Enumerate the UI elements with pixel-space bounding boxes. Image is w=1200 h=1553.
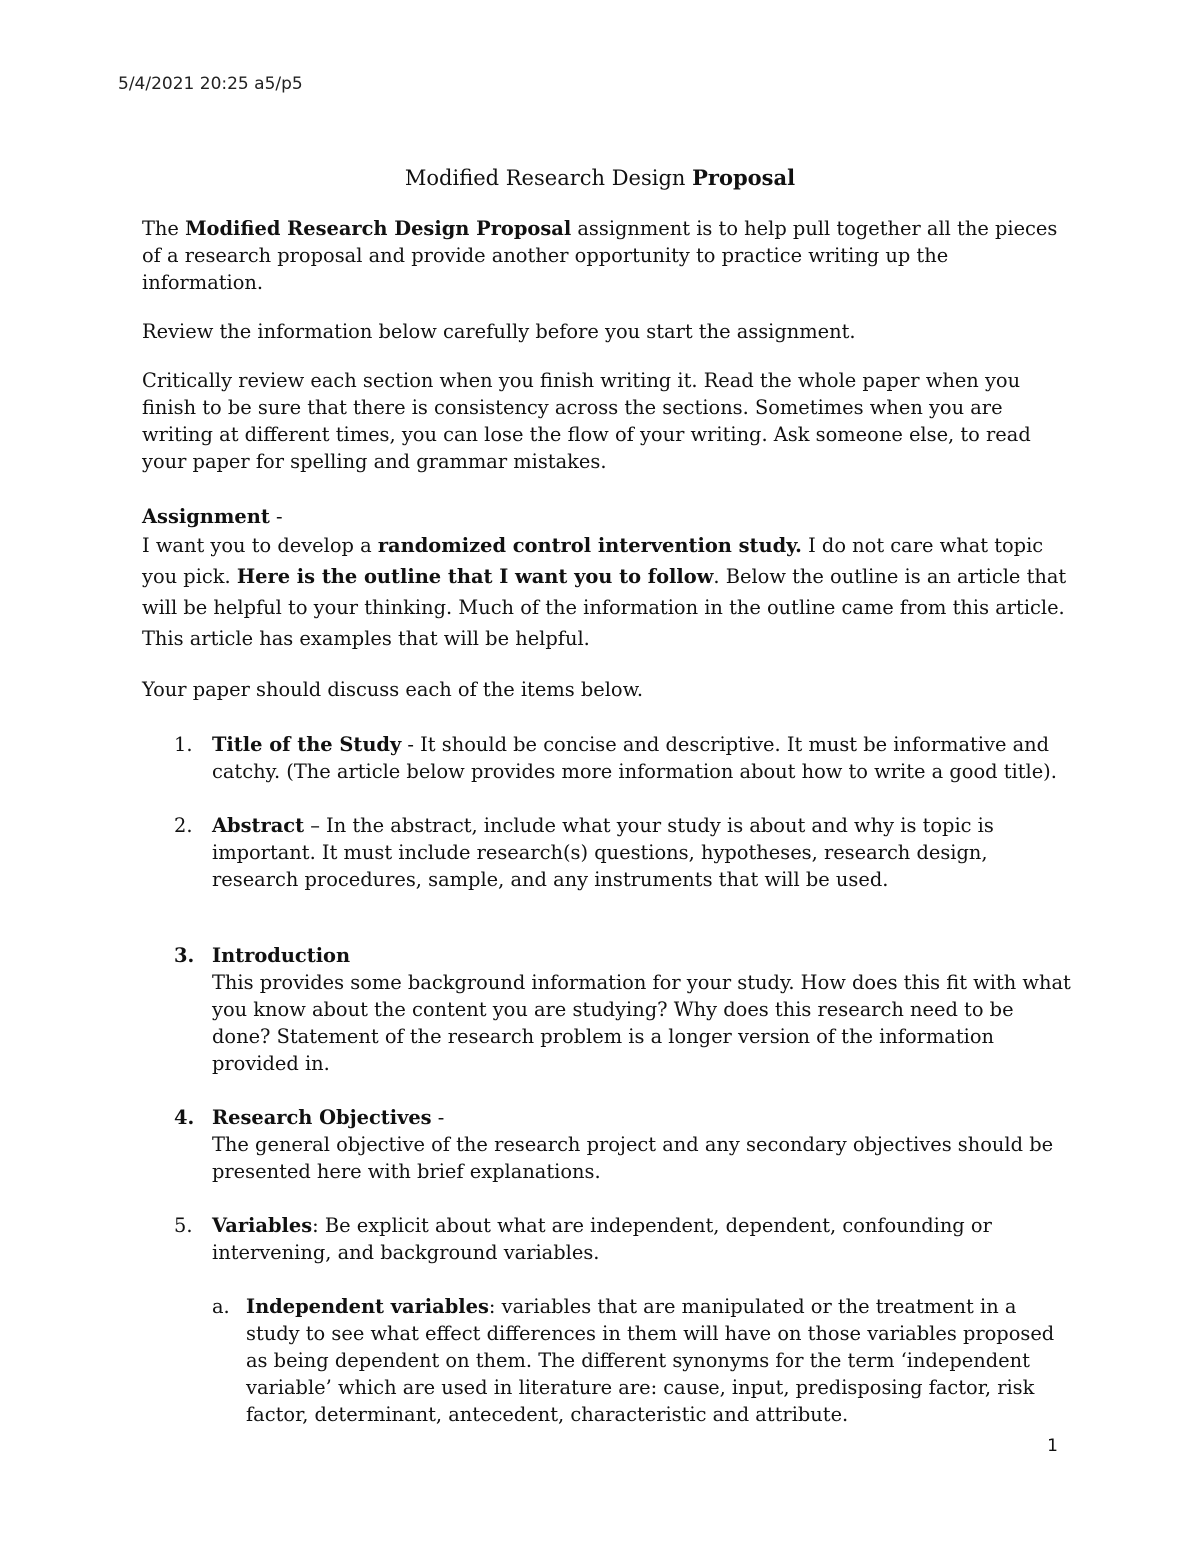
sub-list-item-letter: a.: [212, 1295, 230, 1318]
assignment-paragraph: [142, 530, 1072, 654]
list-item-title: Introduction: [212, 944, 351, 967]
list-item-number: 4.: [174, 1106, 195, 1129]
sub-list-item-text: : variables that are manipulated or the treatment in a study to see what effect differences in them will have on those variables proposed as being dependent on them. The different synonyms for the term ‘independent variable’ which are used in literature are: cause, input, predisposing factor, risk factor, determinant, antecedent, characteristic and attribute.: [246, 1295, 1055, 1426]
sub-list-item-title: Independent variables: [246, 1295, 489, 1318]
title-plain: Modified Research Design: [404, 166, 693, 190]
list-item-number: 1.: [174, 733, 193, 756]
document-title: [0, 165, 1200, 190]
list-item-title: Title of the Study: [212, 733, 402, 756]
page-number: 1: [1047, 1436, 1058, 1456]
print-timestamp-header: 5/4/2021 20:25 a5/p5: [118, 74, 303, 94]
list-item-text: - It should be concise and descriptive. It must be informative and catchy. (The article below provides more information about how to write a good title).: [212, 733, 1057, 783]
list-item-title: Abstract: [212, 814, 305, 837]
document-body: [142, 215, 1072, 1428]
assignment-bold-text: Here is the outline that I want you to follow: [236, 565, 714, 588]
assignment-heading-suffix: -: [269, 505, 283, 528]
list-item-text: This provides some background information for your study. How does this fit with what you know about the content you are studying? Why does this research need to be done? Statement of the research problem is a longer version of the information provided in.: [212, 971, 1071, 1075]
list-item: [142, 731, 1072, 785]
list-item-text: The general objective of the research project and any secondary objectives should be presented here with brief explanations.: [212, 1133, 1054, 1183]
list-item-number: 2.: [174, 814, 193, 837]
assignment-heading-bold: Assignment: [142, 505, 270, 528]
intro-text: assignment is to help pull together all the pieces of a research proposal and provide another opportunity to practice writing up the information.: [142, 217, 1058, 294]
assignment-bold-text: randomized control intervention study.: [377, 534, 802, 557]
title-bold: Proposal: [692, 165, 796, 190]
list-item: [142, 1212, 1072, 1266]
intro-paragraph-1: [142, 215, 1072, 296]
list-item: [142, 812, 1072, 893]
intro-text: The: [142, 217, 186, 240]
assignment-text: I want you to develop a: [142, 534, 378, 557]
assignment-text: . Below the outline is an article that will be helpful to your thinking. Much of the information in the outline came from this article. This article has examples that will be helpful.: [142, 565, 1067, 650]
assignment-text: I do not care what topic you pick.: [142, 534, 1044, 588]
list-item: [142, 942, 1072, 1077]
list-item: [142, 1104, 1072, 1185]
assignment-heading: [142, 503, 1072, 530]
sub-list-item: [142, 1293, 1072, 1428]
list-item-title: Variables: [212, 1214, 313, 1237]
list-item-number: 3.: [174, 944, 195, 967]
list-item-text: : Be explicit about what are independent, dependent, confounding or intervening, and background variables.: [212, 1214, 992, 1264]
intro-paragraph-2: Review the information below carefully before you start the assignment.: [142, 320, 856, 343]
list-item-title-suffix: -: [431, 1106, 445, 1129]
outline-list: [142, 731, 1072, 1428]
assignment-discuss-line: Your paper should discuss each of the items below.: [142, 678, 644, 701]
intro-paragraph-3: Critically review each section when you finish writing it. Read the whole paper when you finish to be sure that there is consistency across the sections. Sometimes when you are writing at different times, you can lose the flow of your writing. Ask someone else, to read your paper for spelling and grammar mistakes.: [142, 369, 1031, 473]
list-item-text: – In the abstract, include what your study is about and why is topic is important. It must include research(s) questions, hypotheses, research design, research procedures, sample, and any instruments that will be used.: [212, 814, 994, 891]
list-item-title: Research Objectives: [212, 1106, 432, 1129]
list-item-number: 5.: [174, 1214, 193, 1237]
intro-bold-text: Modified Research Design Proposal: [185, 217, 572, 240]
